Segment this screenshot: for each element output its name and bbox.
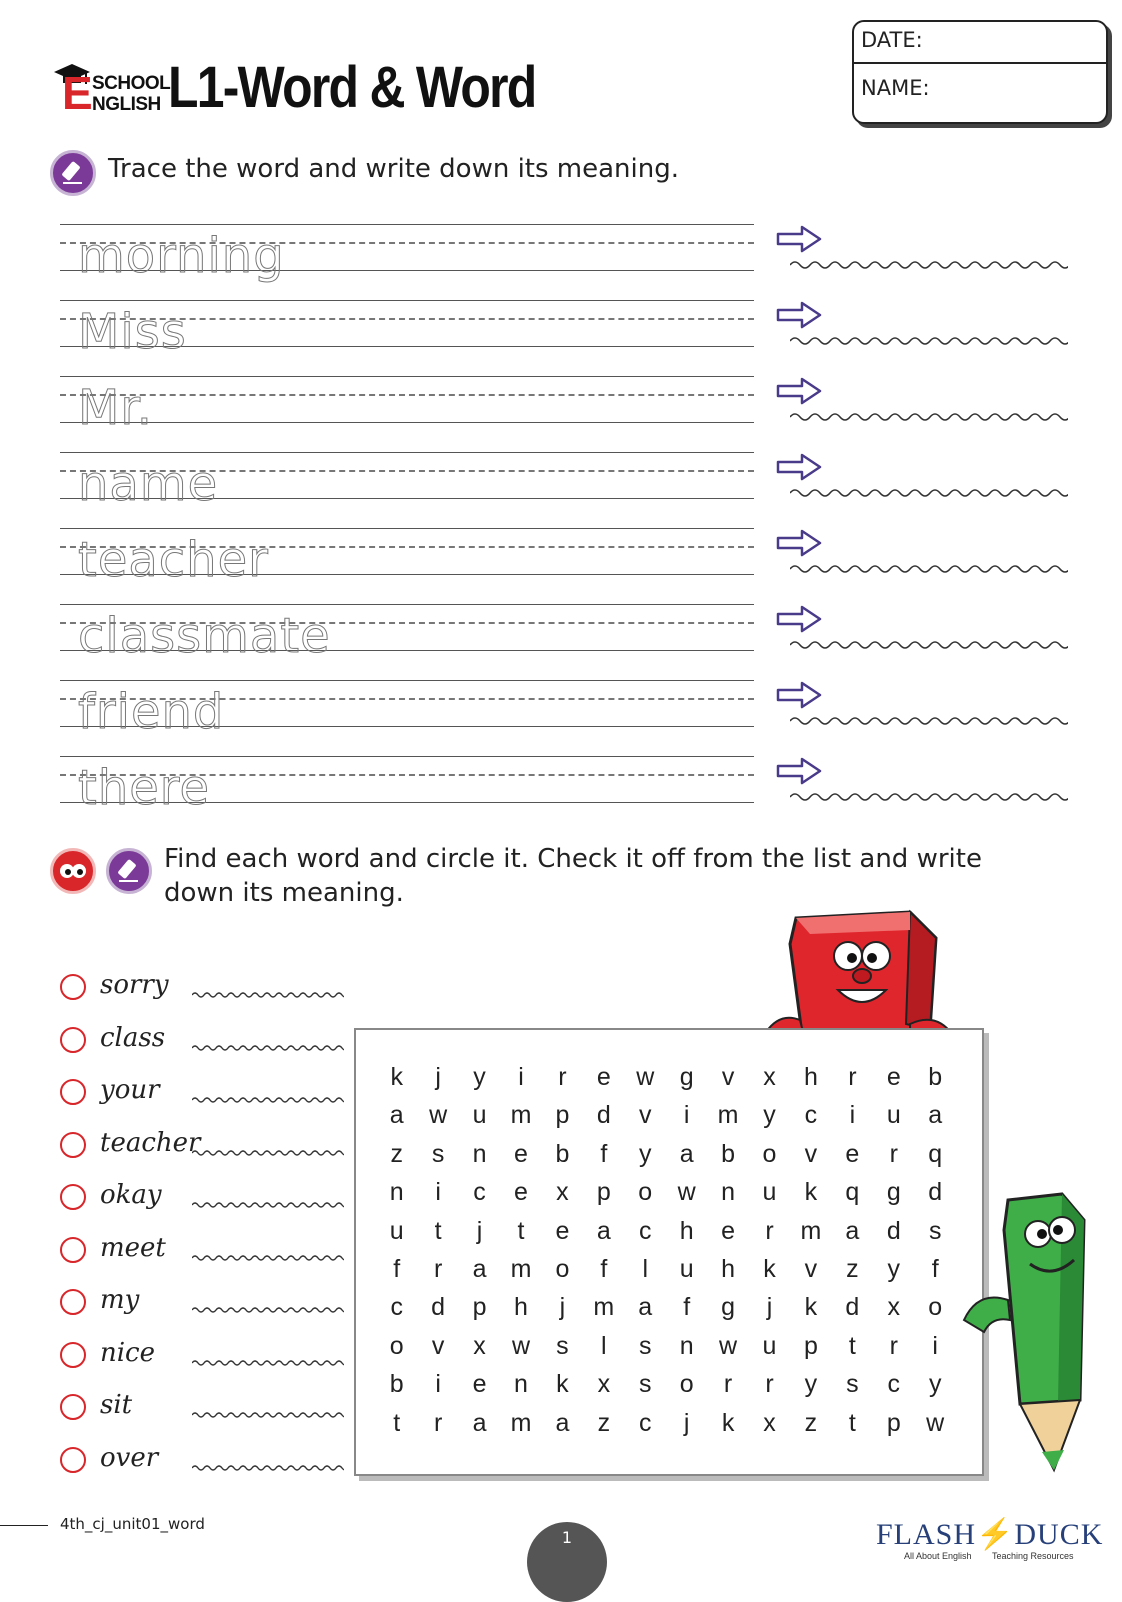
grid-letter[interactable]: m [510,1255,532,1283]
grid-letter[interactable]: r [889,1139,898,1168]
trace-word[interactable]: name [78,456,219,512]
trace-row [60,754,1070,814]
grid-letter[interactable]: i [435,1370,441,1399]
grid-letter[interactable]: i [932,1331,938,1360]
brand-tagline-left: All About English [904,1551,972,1561]
grid-letter[interactable]: z [804,1408,818,1437]
meaning-answer-line[interactable] [192,1148,344,1158]
grid-letter[interactable]: r [765,1370,774,1399]
meaning-answer-line[interactable] [192,1358,344,1368]
arrow-icon [776,376,822,406]
grid-letter[interactable]: t [434,1216,442,1245]
grid-letter[interactable]: k [721,1408,735,1437]
grid-letter[interactable]: c [473,1178,486,1207]
grid-letter[interactable]: p [472,1293,487,1322]
section1-instruction: Trace the word and write down its meaning. [108,154,680,184]
grid-letter[interactable]: o [928,1293,943,1322]
grid-letter[interactable]: b [555,1139,570,1168]
word-list-item [60,1124,350,1168]
grid-letter[interactable]: k [390,1063,403,1091]
grid-letter[interactable]: j [683,1408,690,1437]
grid-letter[interactable]: x [556,1178,569,1207]
word-list-word: over [100,1442,159,1473]
school-english-logo [52,62,171,119]
grid-letter[interactable]: t [393,1408,401,1437]
word-list-word: teacher [100,1127,201,1158]
grid-letter[interactable]: i [435,1178,441,1207]
grid-letter[interactable]: e [596,1063,611,1091]
meaning-answer-line[interactable] [790,410,1068,424]
grid-letter[interactable]: k [804,1293,818,1322]
grid-letter[interactable]: c [638,1216,652,1245]
word-list-word: meet [100,1232,166,1263]
grid-letter[interactable]: s [638,1370,652,1399]
grid-letter[interactable]: p [886,1408,901,1437]
logo-letter: E [62,67,93,119]
word-list-word: my [100,1285,140,1315]
grid-letter[interactable]: u [389,1216,404,1245]
grid-letter[interactable]: f [931,1255,939,1283]
grid-letter[interactable]: f [600,1139,608,1168]
word-list-item [60,1176,350,1220]
word-list-word: sit [100,1390,133,1420]
grid-letter[interactable]: y [638,1139,652,1168]
name-field[interactable]: NAME: [854,62,1106,122]
grid-letter[interactable]: c [638,1408,652,1437]
grid-row [376,1331,956,1361]
grid-letter[interactable]: n [721,1178,736,1207]
grid-letter[interactable]: v [804,1139,818,1168]
grid-letter[interactable]: i [518,1063,524,1091]
grid-letter[interactable]: h [803,1063,818,1091]
grid-letter[interactable]: b [721,1139,736,1168]
word-list-item [60,1439,350,1483]
grid-letter[interactable]: k [804,1178,818,1207]
grid-letter[interactable]: b [389,1370,404,1399]
meaning-answer-line[interactable] [790,334,1068,348]
grid-letter[interactable]: s [431,1139,445,1168]
grid-row [376,1254,956,1284]
meaning-answer-line[interactable] [192,1253,344,1263]
grid-letter[interactable]: n [472,1139,487,1168]
grid-letter[interactable]: r [723,1370,733,1399]
check-circle[interactable] [60,1289,86,1315]
grid-letter[interactable]: y [804,1370,818,1399]
grid-letter[interactable]: q [928,1139,943,1168]
grid-letter[interactable]: z [597,1408,611,1437]
word-list-word: your [100,1075,160,1105]
grid-letter[interactable]: u [762,1178,777,1207]
meaning-answer-line[interactable] [790,258,1068,272]
grid-letter[interactable]: l [601,1331,607,1360]
grid-letter[interactable]: o [679,1370,694,1399]
grid-letter[interactable]: g [721,1293,736,1322]
trace-word[interactable]: Miss [78,304,187,360]
check-circle[interactable] [60,1447,86,1473]
grid-letter[interactable]: b [928,1063,943,1091]
grid-letter[interactable]: r [558,1063,567,1091]
grid-letter[interactable]: t [517,1216,525,1245]
grid-letter[interactable]: h [679,1216,694,1245]
grid-letter[interactable]: x [763,1408,776,1437]
grid-letter[interactable]: u [472,1101,487,1130]
check-circle[interactable] [60,1184,86,1210]
grid-letter[interactable]: f [683,1293,691,1322]
word-list-word: nice [100,1337,156,1368]
grid-letter[interactable]: x [473,1331,486,1360]
check-circle[interactable] [60,1027,86,1053]
meaning-answer-line[interactable] [192,1095,344,1105]
trace-word[interactable]: morning [78,228,285,284]
grid-letter[interactable]: w [429,1101,448,1130]
trace-row [60,374,1070,434]
grid-row [376,1139,956,1169]
arrow-icon [776,604,822,634]
grid-row [376,1292,956,1322]
grid-letter[interactable]: a [928,1101,943,1130]
trace-row [60,602,1070,662]
trace-row [60,678,1070,738]
word-list-item [60,1386,350,1430]
grid-letter[interactable]: a [638,1293,653,1322]
trace-word[interactable]: teacher [78,532,269,588]
meaning-answer-line[interactable] [192,1410,344,1420]
check-circle[interactable] [60,1237,86,1263]
grid-letter[interactable]: a [472,1408,487,1437]
grid-letter[interactable]: s [638,1331,652,1360]
grid-letter[interactable]: a [679,1139,694,1168]
footer-code: 4th_cj_unit01_word [60,1515,205,1533]
grid-letter[interactable]: e [555,1216,570,1245]
grid-letter[interactable]: r [765,1216,774,1245]
word-list-item [60,1334,350,1378]
grid-letter[interactable]: w [511,1331,530,1360]
grid-letter[interactable]: y [887,1255,901,1283]
footer-rule [0,1525,48,1526]
grid-letter[interactable]: c [804,1101,818,1130]
meaning-answer-line[interactable] [192,1200,344,1210]
section2-instruction-line1: Find each word and circle it. Check it off from the list and write [164,844,982,874]
meaning-answer-line[interactable] [192,1043,344,1053]
word-search-grid [354,1028,984,1476]
grid-letter[interactable]: q [845,1178,860,1207]
meaning-answer-line[interactable] [790,638,1068,652]
grid-letter[interactable]: r [433,1255,443,1283]
grid-letter[interactable]: w [926,1408,945,1437]
grid-letter[interactable]: z [846,1255,859,1283]
word-list-item [60,1281,350,1325]
grid-letter[interactable]: u [679,1255,694,1283]
grid-letter[interactable]: d [431,1293,446,1322]
grid-letter[interactable]: a [845,1216,860,1245]
grid-letter[interactable]: n [389,1178,404,1207]
grid-letter[interactable]: e [845,1139,860,1168]
grid-letter[interactable]: o [555,1255,570,1283]
meaning-answer-line[interactable] [192,1305,344,1315]
meaning-answer-line[interactable] [790,714,1068,728]
grid-letter[interactable]: y [763,1101,776,1130]
grid-letter[interactable]: x [597,1370,611,1399]
grid-letter[interactable]: e [514,1139,528,1168]
grid-letter[interactable]: h [514,1293,528,1322]
grid-letter[interactable]: i [683,1101,690,1130]
grid-letter[interactable]: a [472,1255,487,1283]
grid-letter[interactable]: m [717,1101,739,1130]
trace-row [60,450,1070,510]
arrow-icon [776,680,822,710]
grid-letter[interactable]: r [433,1408,443,1437]
grid-letter[interactable]: o [638,1178,653,1207]
section2-instruction-line2: down its meaning. [164,878,404,908]
grid-letter[interactable]: r [889,1331,898,1360]
grid-letter[interactable]: y [473,1063,486,1091]
grid-letter[interactable]: l [642,1255,649,1283]
meaning-answer-line[interactable] [790,562,1068,576]
grid-letter[interactable]: n [514,1370,528,1399]
grid-letter[interactable]: w [677,1178,696,1207]
grid-letter[interactable]: s [928,1216,942,1245]
page-number: 1 [561,1528,573,1547]
grid-letter[interactable]: x [887,1293,901,1322]
grid-letter[interactable]: g [679,1063,694,1091]
grid-letter[interactable]: d [886,1216,901,1245]
grid-letter[interactable]: w [636,1063,655,1091]
eyes-icon [50,848,96,894]
check-circle[interactable] [60,1394,86,1420]
grid-letter[interactable]: a [389,1101,404,1130]
grid-letter[interactable]: e [472,1370,487,1399]
grid-row [376,1369,956,1399]
trace-row [60,298,1070,358]
grid-letter[interactable]: a [555,1408,570,1437]
grid-letter[interactable]: v [721,1063,735,1091]
trace-word[interactable]: Mr. [78,380,153,436]
grid-letter[interactable]: f [600,1255,608,1283]
grid-letter[interactable]: e [721,1216,736,1245]
grid-letter[interactable]: w [719,1331,738,1360]
meaning-answer-line[interactable] [192,990,344,1000]
brand-name: FLASH⚡DUCK [876,1518,1104,1551]
grid-letter[interactable]: p [555,1101,570,1130]
grid-letter[interactable]: f [393,1255,401,1283]
date-name-box [852,20,1108,124]
grid-letter[interactable]: v [804,1255,818,1283]
grid-letter[interactable]: m [800,1216,822,1245]
arrow-icon [776,452,822,482]
grid-letter[interactable]: m [510,1408,532,1437]
word-list-item [60,1071,350,1115]
grid-letter[interactable]: h [721,1255,736,1283]
pencil-icon [106,848,152,894]
grid-letter[interactable]: c [887,1370,901,1399]
pencil-icon [50,150,96,196]
arrow-icon [776,528,822,558]
grid-letter[interactable]: d [596,1101,611,1130]
check-circle[interactable] [60,1079,86,1105]
grid-row [376,1216,956,1246]
grid-letter[interactable]: o [389,1331,404,1360]
arrow-icon [776,224,822,254]
grid-letter[interactable]: z [390,1139,403,1168]
grid-letter[interactable]: j [559,1293,566,1322]
handwriting-lines [60,374,754,434]
grid-letter[interactable]: m [593,1293,615,1322]
grid-row [376,1408,956,1438]
grid-letter[interactable]: m [510,1101,532,1130]
date-field[interactable]: DATE: [861,28,923,52]
word-list-word: okay [100,1180,162,1210]
logo-top-text: SCHOOL [92,73,171,94]
grid-letter[interactable]: d [845,1293,860,1322]
check-circle[interactable] [60,974,86,1000]
grid-letter[interactable]: t [848,1331,856,1360]
grid-letter[interactable]: x [763,1063,776,1091]
trace-word[interactable]: there [78,760,210,816]
trace-word[interactable]: friend [78,684,225,740]
word-list-item [60,966,350,1010]
grid-letter[interactable]: r [848,1063,857,1091]
grid-letter[interactable]: c [390,1293,403,1322]
grid-letter[interactable]: g [886,1178,901,1207]
grid-letter[interactable]: u [762,1331,777,1360]
grid-row [376,1062,956,1092]
meaning-answer-line[interactable] [790,486,1068,500]
check-circle[interactable] [60,1132,86,1158]
meaning-answer-line[interactable] [192,1463,344,1473]
grid-letter[interactable]: y [928,1370,942,1399]
grid-letter[interactable]: s [846,1370,859,1399]
word-list-word: class [100,1022,166,1053]
logo-bottom-text: NGLISH [92,94,161,115]
grid-letter[interactable]: p [803,1331,818,1360]
word-list-item [60,1019,350,1063]
word-list-word: sorry [100,970,169,1000]
grid-letter[interactable]: e [514,1178,528,1207]
grid-letter[interactable]: d [928,1178,943,1207]
grid-letter[interactable]: p [596,1178,611,1207]
page-title: L1-Word & Word [168,55,536,120]
trace-row [60,222,1070,282]
grid-letter[interactable]: j [766,1293,773,1322]
arrow-icon [776,756,822,786]
grid-letter[interactable]: u [886,1101,901,1130]
grid-letter[interactable]: j [435,1063,441,1091]
grid-row [376,1177,956,1207]
grid-letter[interactable]: v [431,1331,445,1360]
grid-letter[interactable]: e [886,1063,901,1091]
grid-letter[interactable]: a [596,1216,611,1245]
pencil-character-illustration [958,1190,1108,1476]
grid-letter[interactable]: v [638,1101,652,1130]
grid-letter[interactable]: t [848,1408,856,1437]
grid-letter[interactable]: k [763,1255,776,1283]
grid-letter[interactable]: k [556,1370,569,1399]
meaning-answer-line[interactable] [790,790,1068,804]
grid-row [376,1100,956,1130]
trace-row [60,526,1070,586]
trace-word[interactable]: classmate [78,608,331,664]
grid-letter[interactable]: s [556,1331,569,1360]
grid-letter[interactable]: o [762,1139,777,1168]
check-circle[interactable] [60,1342,86,1368]
brand-tagline-right: Teaching Resources [992,1551,1074,1561]
word-list-item [60,1229,350,1273]
grid-letter[interactable]: n [679,1331,694,1360]
flashduck-logo [876,1518,1104,1562]
grid-letter[interactable]: i [849,1101,856,1130]
grid-letter[interactable]: j [476,1216,483,1245]
arrow-icon [776,300,822,330]
